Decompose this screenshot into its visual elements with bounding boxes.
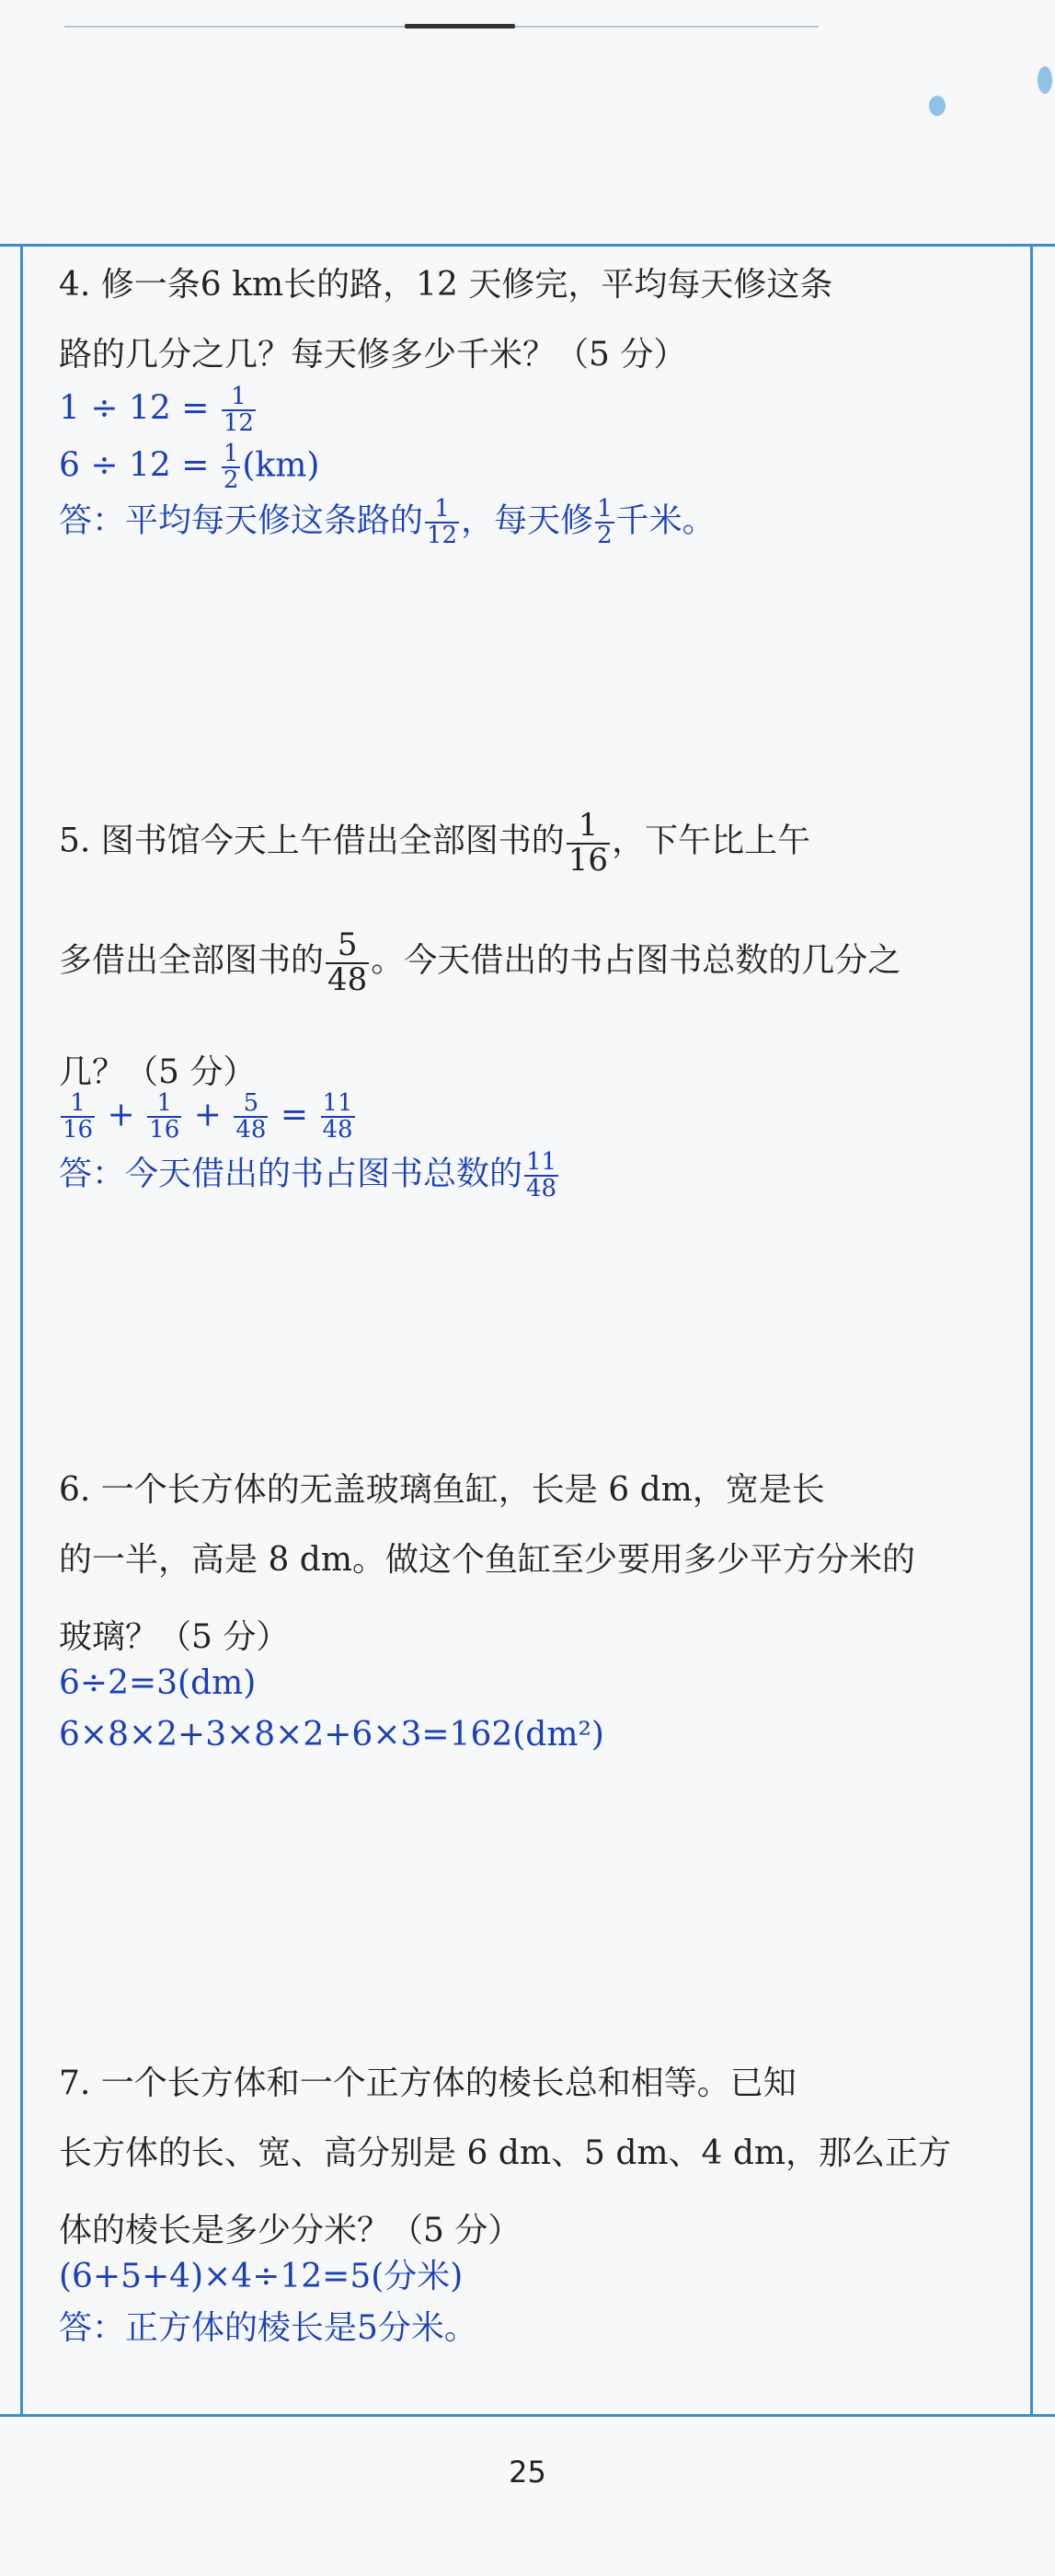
fraction: $\frac{5}{48}$ xyxy=(327,926,368,998)
q5-line1: 5. 图书馆今天上午借出全部图书的 $\frac{1}{16}$ ，下午比上午 xyxy=(59,807,811,879)
fraction: $\frac{1}{12}$ xyxy=(427,495,458,550)
q5-line2: 多借出全部图书的 $\frac{5}{48}$ 。今天借出的书占图书总数的几分之 xyxy=(59,926,901,998)
q7-line2: 长方体的长、宽、高分别是 6 dm、5 dm、4 dm，那么正方 xyxy=(59,2134,952,2172)
fraction: $\frac{1}{2}$ xyxy=(223,440,239,495)
fraction: $\frac{1}{16}$ xyxy=(149,1089,180,1144)
q6-line2: 的一半，高是 8 dm。做这个鱼缸至少要用多少平方分米的 xyxy=(59,1541,915,1579)
q6-line1: 6. 一个长方体的无盖玻璃鱼缸，长是 6 dm，宽是长 xyxy=(59,1471,825,1509)
q5-line3: 几？（5 分） xyxy=(59,1053,257,1091)
fraction: $\frac{5}{48}$ xyxy=(235,1089,267,1144)
q6-line3: 玻璃？（5 分） xyxy=(59,1618,290,1656)
q4-calc1: 1 ÷ 12 = $\frac{1}{12}$ xyxy=(59,383,254,438)
q7-line3: 体的棱长是多少分米？（5 分） xyxy=(59,2212,522,2249)
q5-calc: $\frac{1}{16}$ + $\frac{1}{16}$ + $\frac{5}{48}$ = $\frac{11}{48}$ xyxy=(63,1089,353,1144)
frame-top-line xyxy=(0,244,1055,247)
q7-answer: 答：正方体的棱长是5分米。 xyxy=(59,2309,477,2347)
q6-calc2: 6×8×2+3×8×2+6×3=162(dm²) xyxy=(59,1716,604,1754)
top-rule-mark xyxy=(405,24,515,29)
decor-blob xyxy=(929,96,946,116)
frame-bottom-line xyxy=(0,2414,1055,2417)
q6-calc1: 6÷2=3(dm) xyxy=(59,1664,257,1702)
fraction: $\frac{1}{16}$ xyxy=(63,1089,94,1144)
fraction: $\frac{11}{48}$ xyxy=(322,1089,353,1144)
q5-answer: 答：今天借出的书占图书总数的 $\frac{11}{48}$ xyxy=(59,1148,557,1203)
fraction: $\frac{1}{12}$ xyxy=(223,383,254,438)
q7-line1: 7. 一个长方体和一个正方体的棱长总和相等。已知 xyxy=(59,2064,797,2102)
page-number: 25 xyxy=(509,2455,546,2490)
fraction: $\frac{1}{2}$ xyxy=(597,495,613,550)
q7-calc: (6+5+4)×4÷12=5(分米) xyxy=(59,2258,464,2295)
fraction: $\frac{1}{16}$ xyxy=(568,807,609,879)
decor-blob xyxy=(1038,66,1052,94)
q4-line2: 路的几分之几？每天修多少千米？（5 分） xyxy=(59,336,687,374)
fraction: $\frac{11}{48}$ xyxy=(526,1148,557,1203)
q4-calc2: 6 ÷ 12 = $\frac{1}{2}$ (km) xyxy=(59,440,320,495)
q4-answer: 答：平均每天修这条路的 $\frac{1}{12}$ ，每天修 $\frac{1}{2}$ 千米。 xyxy=(59,495,716,550)
q4-line1: 4. 修一条6 km长的路，12 天修完，平均每天修这条 xyxy=(59,266,833,304)
